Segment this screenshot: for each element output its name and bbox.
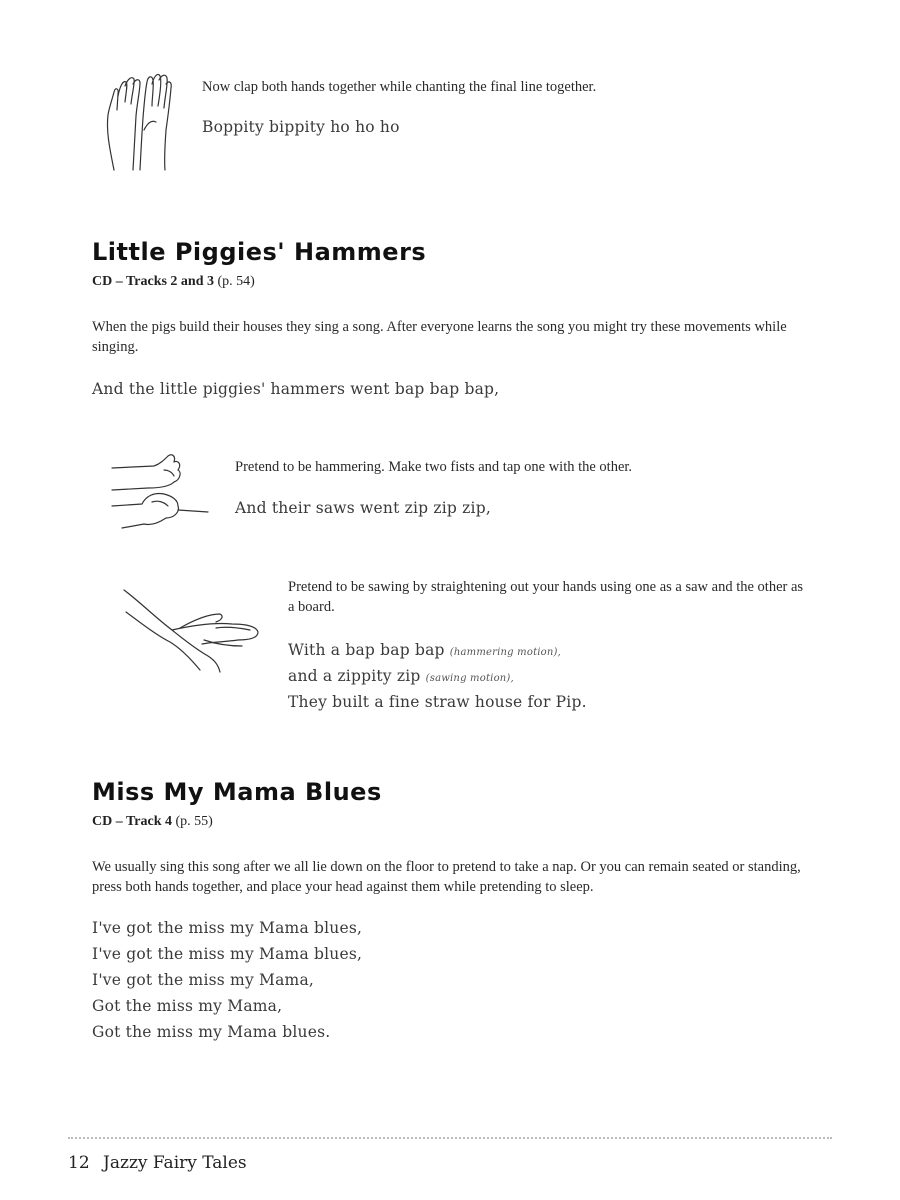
page-footer <box>68 1153 247 1173</box>
cd-track-info <box>92 814 213 830</box>
hammering-fists-icon <box>108 450 218 536</box>
chorus-line <box>288 663 587 689</box>
cd-track-label: CD – Tracks 2 and 3 <box>92 274 215 289</box>
motion-note: (sawing motion), <box>425 673 514 684</box>
cd-track-info <box>92 274 255 290</box>
chorus-line-text: With a bap bap bap <box>288 641 445 659</box>
clapping-hands-icon <box>100 70 182 180</box>
cd-page-ref: (p. 54) <box>217 274 255 289</box>
saw-instruction: Pretend to be sawing by straightening out your hands using one as a saw and the other as a board. <box>288 579 804 615</box>
motion-note: (hammering motion), <box>449 647 562 658</box>
section-intro: We usually sing this song after we all lie down on the floor to pretend to take a nap. Or you can remain seated or standing, press both hands together, and place your head against them while pretending to sleep. <box>92 859 801 895</box>
page-number: 12 <box>68 1153 90 1173</box>
song-lyrics <box>92 915 362 1045</box>
hammer-instruction: Pretend to be hammering. Make two fists and tap one with the other. <box>235 459 633 475</box>
section-title: Miss My Mama Blues <box>92 778 382 806</box>
section-intro: When the pigs build their houses they sing a song. After everyone learns the song you might try these movements while singing. <box>92 319 787 355</box>
chorus-lyrics <box>288 637 587 715</box>
chorus-line-text: They built a fine straw house for Pip. <box>288 693 587 711</box>
chorus-line-text: and a zippity zip <box>288 667 421 685</box>
cd-page-ref: (p. 55) <box>175 814 213 829</box>
song-line: And the little piggies' hammers went bap bap bap, <box>92 380 500 398</box>
sawing-hands-icon <box>120 582 265 682</box>
footer-divider <box>68 1137 832 1139</box>
lyric-line: I've got the miss my Mama blues, <box>92 945 363 963</box>
lyric-line: Got the miss my Mama, <box>92 997 283 1015</box>
lyric-line: Got the miss my Mama blues. <box>92 1023 331 1041</box>
clap-instruction: Now clap both hands together while chanting the final line together. <box>202 79 597 95</box>
book-title: Jazzy Fairy Tales <box>103 1153 247 1173</box>
clap-lyric: Boppity bippity ho ho ho <box>202 118 400 136</box>
lyric-line: I've got the miss my Mama, <box>92 971 315 989</box>
chorus-line <box>288 637 587 663</box>
lyric-line: I've got the miss my Mama blues, <box>92 919 363 937</box>
hammer-lyric: And their saws went zip zip zip, <box>235 499 491 517</box>
section-title: Little Piggies' Hammers <box>92 238 427 266</box>
chorus-line <box>288 689 587 715</box>
cd-track-label: CD – Track 4 <box>92 814 172 829</box>
